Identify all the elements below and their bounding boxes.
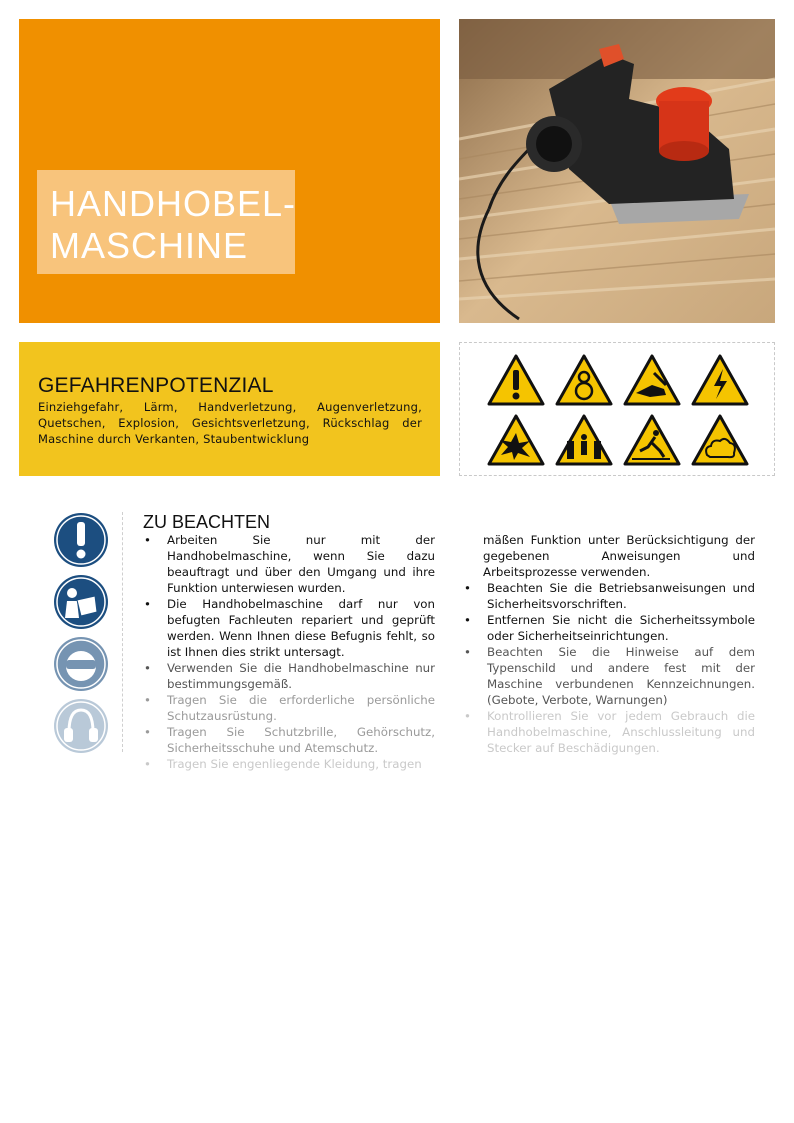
notes-right-column [463, 532, 755, 756]
hand-injury-warning-icon [622, 353, 682, 407]
list-item: • Tragen Sie die erforderliche persönliche Schutzausrüstung. [143, 692, 435, 724]
title-line-2: MASCHINE [50, 225, 249, 266]
planer-photo [459, 19, 775, 323]
general-warning-icon [486, 353, 546, 407]
explosive-warning-icon [486, 413, 546, 467]
list-item: • Die Handhobelmaschine darf nur von befugten Fachleuten repariert und geprüft werden. Wenn Ihnen diese Befugnis fehlt, so ist Ihnen dies strikt untersagt. [143, 596, 435, 660]
hazard-description: Einziehgefahr, Lärm, Handverletzung, Augenverletzung, Quetschen, Explosion, Gesichtsverletzung, Rückschlag der Maschine durch Verkanten, Staubentwicklung [38, 400, 422, 446]
notes-heading: ZU BEACHTEN [143, 512, 271, 532]
column-divider [122, 512, 123, 752]
electricity-warning-icon [690, 353, 750, 407]
list-item: • Tragen Sie engenliegende Kleidung, tragen [143, 756, 435, 772]
eye-protection-icon [53, 636, 109, 692]
warning-signs-panel [459, 342, 775, 476]
title-line-1: HANDHOBEL- [50, 183, 297, 224]
hazard-heading: GEFAHRENPOTENZIAL [38, 374, 274, 397]
list-item: • Arbeiten Sie nur mit der Handhobelmaschine, wenn Sie dazu beauftragt und über den Umgang und ihre Funktion unterwiesen wurden. [143, 532, 435, 596]
list-item: • Beachten Sie die Betriebsanweisungen und Sicherheitsvorschriften. [463, 580, 755, 612]
list-item: • Tragen Sie Schutzbrille, Gehörschutz, Sicherheitsschuhe und Atemschutz. [143, 724, 435, 756]
slip-warning-icon [622, 413, 682, 467]
read-manual-icon [53, 574, 109, 630]
list-item: • Verwenden Sie die Handhobelmaschine nur bestimmungsgemäß. [143, 660, 435, 692]
entanglement-warning-icon [554, 353, 614, 407]
list-item: • Entfernen Sie nicht die Sicherheitssymbole oder Sicherheitseinrichtungen. [463, 612, 755, 644]
crushing-warning-icon [554, 413, 614, 467]
general-mandatory-icon [53, 512, 109, 568]
notes-left-column [143, 532, 435, 772]
list-item: • Beachten Sie die Hinweise auf dem Typenschild und andere fest mit der Maschine verbundenen Kennzeichnungen. (Gebote, Verbote, Warnungen) [463, 644, 755, 708]
list-item: • Kontrollieren Sie vor jedem Gebrauch die Handhobelmaschine, Anschlussleitung und Stecker auf Beschädigungen. [463, 708, 755, 756]
ear-protection-icon [53, 698, 109, 754]
dust-warning-icon [690, 413, 750, 467]
list-item-continuation: mäßen Funktion unter Berücksichtigung der gegebenen Anweisungen und Arbeitsprozesse verwenden. [483, 533, 755, 579]
page-title [50, 183, 296, 267]
